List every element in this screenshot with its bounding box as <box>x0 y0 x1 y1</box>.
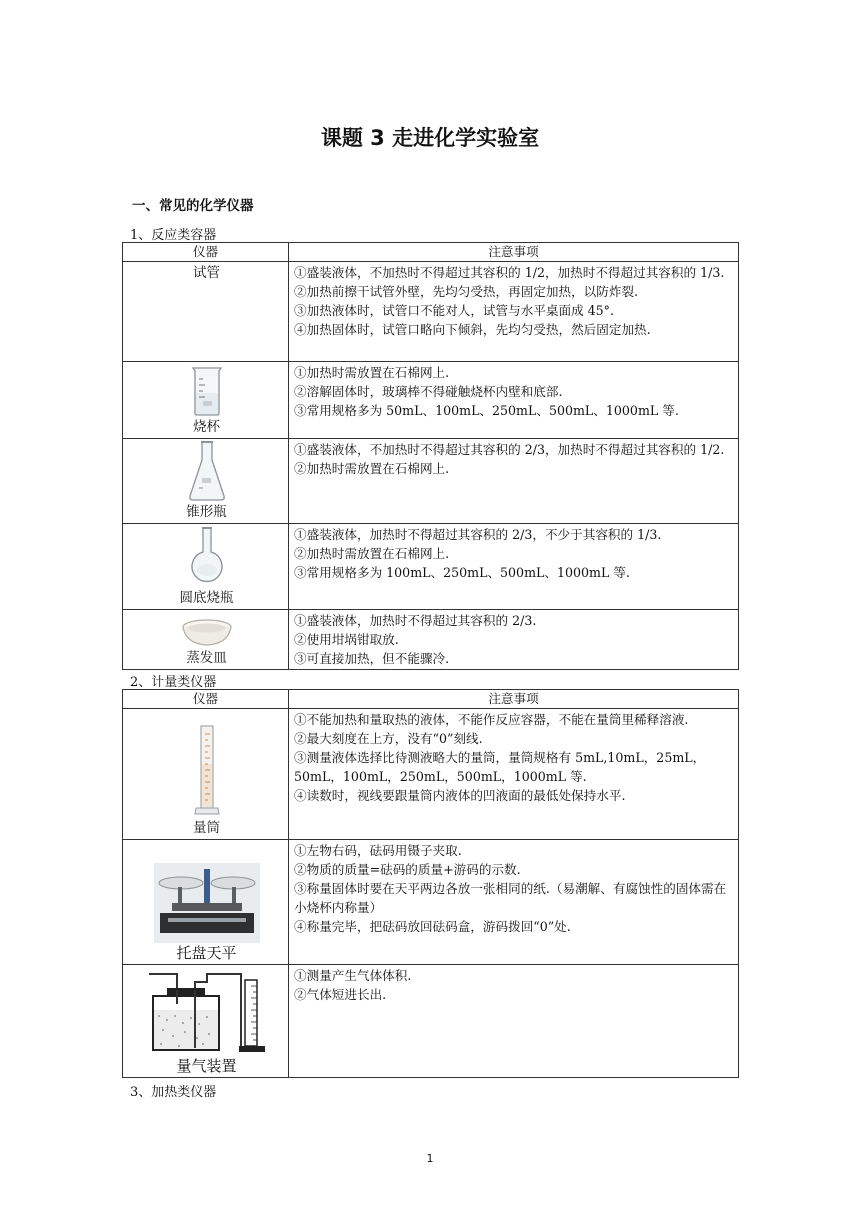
instrument-cell <box>123 439 289 524</box>
instrument-name: 圆底烧瓶 <box>179 590 234 606</box>
evaporating-dish-icon <box>180 618 234 648</box>
note-line: ①盛装液体，加热时不得超过其容积的 2/3. <box>294 613 537 628</box>
header-notes: 注意事项 <box>289 243 739 262</box>
subheading-reaction: 1、反应类容器 <box>130 228 217 243</box>
table-row <box>123 709 739 840</box>
measuring-instruments-table <box>122 689 739 1078</box>
instrument-name: 试管 <box>193 265 220 281</box>
subheading-heating: 3、加热类仪器 <box>130 1085 217 1100</box>
instrument-cell <box>123 709 289 840</box>
note-line: ③加热液体时，试管口不能对人，试管与水平桌面成 45°. <box>294 303 614 318</box>
note-line: ②加热时需放置在石棉网上. <box>294 546 450 561</box>
note-line: ②溶解固体时，玻璃棒不得碰触烧杯内壁和底部. <box>294 384 563 399</box>
note-line: ②气体短进长出. <box>294 987 387 1002</box>
notes-cell <box>289 262 739 362</box>
note-line: ①盛装液体，加热时不得超过其容积的 2/3，不少于其容积的 1/3. <box>294 527 662 542</box>
note-line: ②使用坩埚钳取放. <box>294 632 399 647</box>
instrument-name: 锥形瓶 <box>186 504 227 520</box>
note-line: ②最大刻度在上方，没有“0”刻线. <box>294 731 483 746</box>
note-line: ③测量液体选择比待测液略大的量筒，量筒规格有 5mL,10mL，25mL，50mL，100mL，250mL，500mL，1000mL 等. <box>294 750 706 784</box>
instrument-name: 量气装置 <box>176 1057 237 1075</box>
header-instrument: 仪器 <box>123 690 289 709</box>
beaker-icon <box>187 365 227 417</box>
instrument-cell <box>123 262 289 362</box>
note-line: ①加热时需放置在石棉网上. <box>294 365 450 380</box>
gas-measuring-device-icon <box>145 968 269 1056</box>
table-row <box>123 840 739 965</box>
header-instrument: 仪器 <box>123 243 289 262</box>
note-line: ④读数时，视线要跟量筒内液体的凹液面的最低处保持水平. <box>294 788 626 803</box>
table-row <box>123 524 739 610</box>
note-line: ③称量固体时要在天平两边各放一张相同的纸.（易潮解、有腐蚀性的固体需在小烧杯内称量） <box>294 881 727 915</box>
note-line: ②物质的质量=砝码的质量+游码的示数. <box>294 862 521 877</box>
notes-cell <box>289 439 739 524</box>
section-heading: 一、常见的化学仪器 <box>132 198 254 214</box>
note-line: ③常用规格多为 100mL、250mL、500mL、1000mL 等. <box>294 565 630 580</box>
subheading-measure: 2、计量类仪器 <box>130 675 217 690</box>
table-row <box>123 965 739 1078</box>
note-line: ①盛装液体，不加热时不得超过其容积的 1/2，加热时不得超过其容积的 1/3. <box>294 265 725 280</box>
reaction-containers-table <box>122 242 739 670</box>
note-line: ②加热时需放置在石棉网上. <box>294 461 450 476</box>
note-line: ③常用规格多为 50mL、100mL、250mL、500mL、1000mL 等. <box>294 403 679 418</box>
table-row <box>123 439 739 524</box>
notes-cell <box>289 524 739 610</box>
conical-flask-icon <box>187 440 227 502</box>
notes-cell <box>289 362 739 439</box>
instrument-cell <box>123 965 289 1078</box>
note-line: ①盛装液体，不加热时不得超过其容积的 2/3，加热时不得超过其容积的 1/2. <box>294 442 725 457</box>
note-line: ①左物右码，砝码用镊子夹取. <box>294 843 462 858</box>
instrument-cell <box>123 524 289 610</box>
instrument-name: 托盘天平 <box>176 944 237 962</box>
table-row <box>123 362 739 439</box>
table-row <box>123 610 739 670</box>
instrument-name: 量筒 <box>193 820 220 836</box>
note-line: ③可直接加热，但不能骤冷. <box>294 651 450 666</box>
table-row <box>123 262 739 362</box>
notes-cell <box>289 965 739 1078</box>
instrument-cell <box>123 840 289 965</box>
graduated-cylinder-icon <box>192 724 222 818</box>
notes-cell <box>289 610 739 670</box>
note-line: ②加热前擦干试管外壁，先均匀受热，再固定加热，以防炸裂. <box>294 284 639 299</box>
note-line: ①测量产生气体体积. <box>294 968 412 983</box>
round-bottom-flask-icon <box>187 526 227 588</box>
note-line: ④加热固体时，试管口略向下倾斜，先均匀受热，然后固定加热. <box>294 322 651 337</box>
notes-cell <box>289 840 739 965</box>
header-notes: 注意事项 <box>289 690 739 709</box>
page-title: 课题 3 走进化学实验室 <box>320 126 540 150</box>
notes-cell <box>289 709 739 840</box>
instrument-cell <box>123 610 289 670</box>
page-number: 1 <box>426 1152 434 1165</box>
instrument-name: 烧杯 <box>193 419 220 435</box>
balance-icon <box>154 863 260 943</box>
instrument-cell <box>123 362 289 439</box>
note-line: ①不能加热和量取热的液体，不能作反应容器，不能在量筒里稀释溶液. <box>294 712 689 727</box>
instrument-name: 蒸发皿 <box>186 650 227 666</box>
note-line: ④称量完毕，把砝码放回砝码盒，游码拨回“0”处. <box>294 919 571 934</box>
